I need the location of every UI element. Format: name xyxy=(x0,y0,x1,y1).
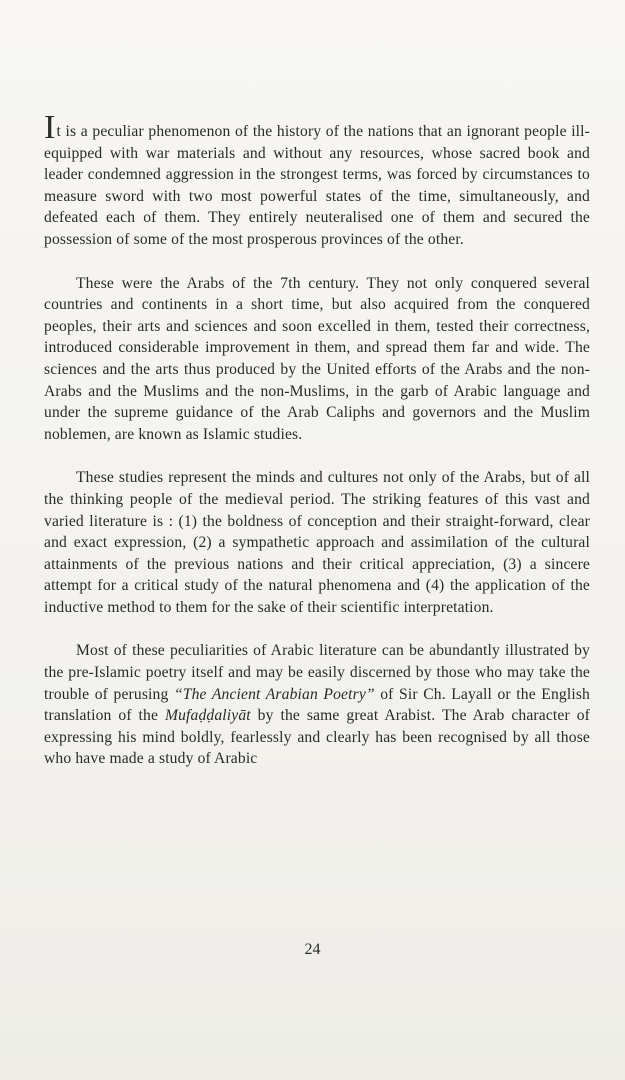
paragraph-1 xyxy=(44,109,590,251)
paragraph-1-text: t is a peculiar phenomenon of the history of the nations that an ignorant people ill-equipped with war materials and without any resources, whose sacred book and leader condemned aggression in the strongest terms, was forced by circumstances to measure sword with two most powerful states of the time, simultaneously, and defeated each of them. They entirely neuteralised one of them and secured the possession of some of the most prosperous provinces of the other. xyxy=(44,123,590,248)
page-number: 24 xyxy=(304,941,321,958)
paragraph-4-text-b: of Sir Ch. Layall or the English translation of the xyxy=(44,685,590,725)
body-text xyxy=(44,109,590,792)
paragraph-4 xyxy=(44,640,590,770)
book-title-mufaddaliyat: Mufaḍḍaliyāt xyxy=(164,707,251,725)
paragraph-3: These studies represent the minds and cultures not only of the Arabs, but of all the thinking people of the medieval period. The striking features of this vast and varied literature is : (1) the boldness of conception and their straight-forward, clear and exact expression, (2) a sympathetic approach and assimilation of the cultural attainments of the previous nations and their critical appreciation, (3) a sincere attempt for a critical study of the natural phenomena and (4) the application of the inductive method to them for the sake of their scientific interpretation. xyxy=(44,469,590,616)
drop-cap: I xyxy=(44,109,56,146)
paragraph-2: These were the Arabs of the 7th century. They not only conquered several countries and continents in a short time, but also acquired from the conquered peoples, their arts and sciences and soon excelled in them, tested their correctness, introduced considerable improvement in them, and spread them far and wide. The sciences and the arts thus produced by the United efforts of the Arabs and the non-Arabs and the Muslims and the non-Muslims, in the garb of Arabic language and under the supreme guidance of the Arab Caliphs and governors and the Muslim noblemen, are known as Islamic studies. xyxy=(44,274,590,443)
paragraph-4-text-a: Most of these peculiarities of Arabic literature can be abundantly illustrated by the pre-Islamic poetry itself and may be easily discerned by those who may take the trouble of perusing xyxy=(44,642,590,703)
paragraph-4-text-c: by the same great Arabist. The Arab character of expressing his mind boldly, fearlessly and clearly has been recognised by all those who have made a study of Arabic xyxy=(44,707,590,768)
book-title-ancient-arabian-poetry: “The Ancient Arabian Poetry” xyxy=(173,685,375,703)
